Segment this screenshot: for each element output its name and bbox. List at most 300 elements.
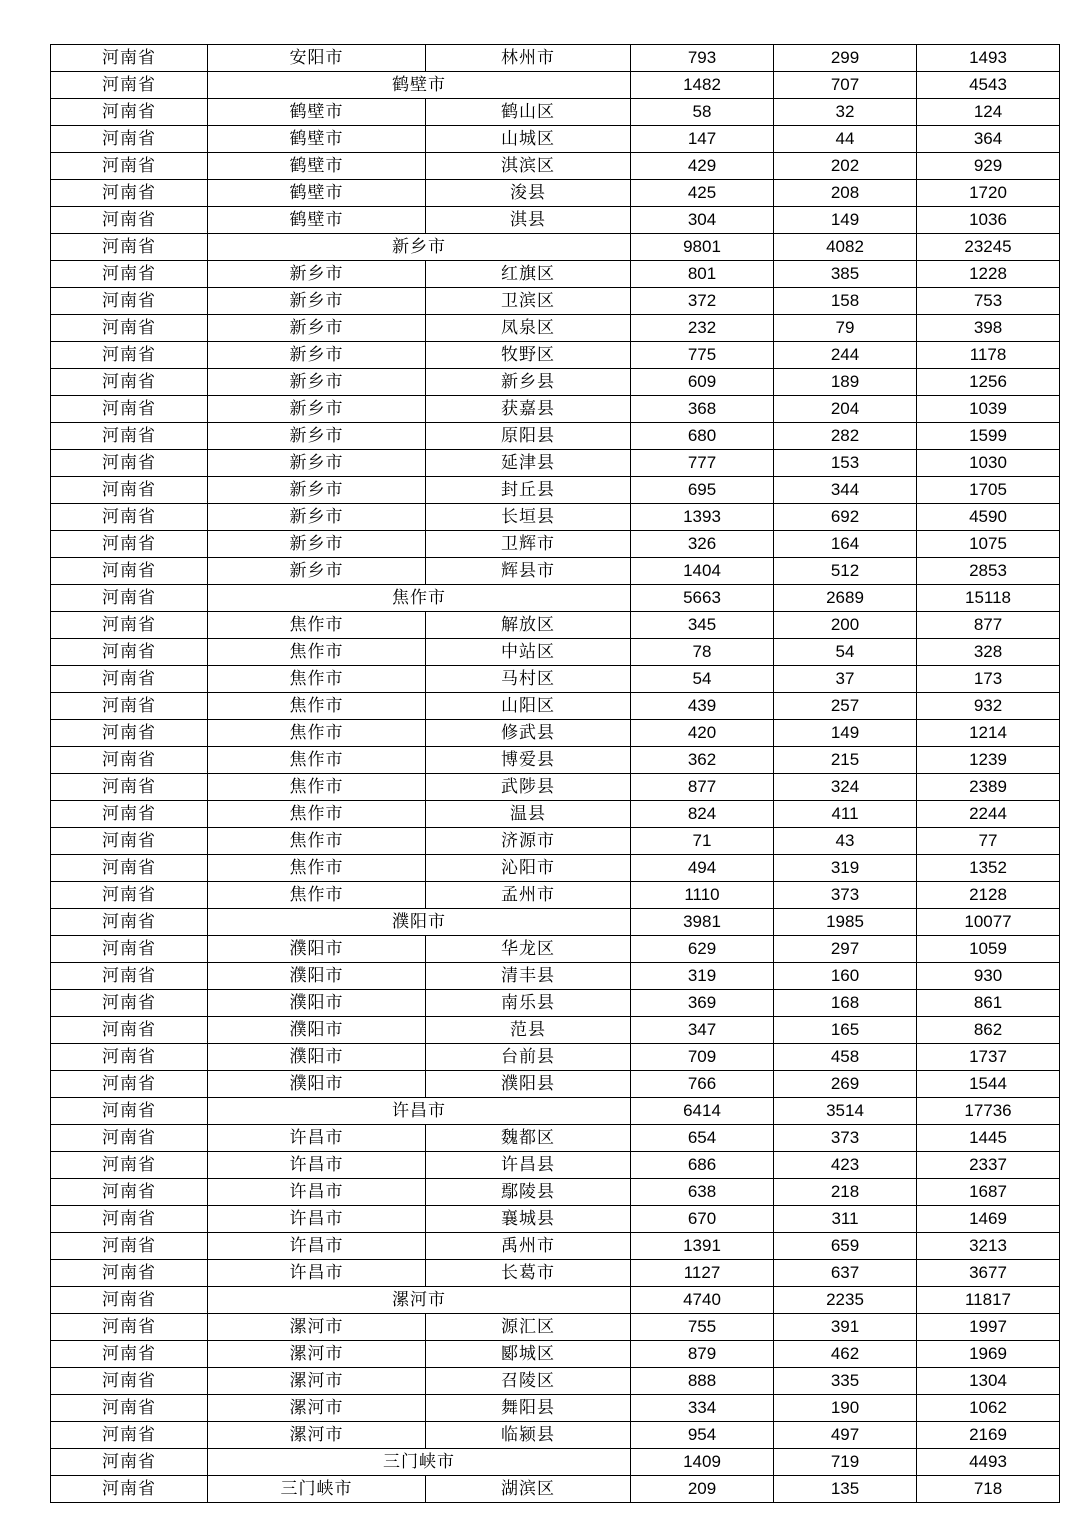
table-row: [51, 990, 1060, 1017]
cell-city-merged: 新乡市: [208, 234, 631, 261]
table-row: [51, 45, 1060, 72]
cell-value-2: 190: [774, 1395, 917, 1422]
cell-province: 河南省: [51, 99, 208, 126]
cell-province: 河南省: [51, 1206, 208, 1233]
cell-value-2: 512: [774, 558, 917, 585]
cell-value-1: 680: [631, 423, 774, 450]
cell-value-3: 718: [917, 1476, 1060, 1503]
cell-value-3: 77: [917, 828, 1060, 855]
table-row: [51, 1395, 1060, 1422]
cell-city: 焦作市: [208, 693, 426, 720]
cell-value-3: 930: [917, 963, 1060, 990]
cell-province: 河南省: [51, 720, 208, 747]
cell-value-1: 879: [631, 1341, 774, 1368]
cell-value-3: 1075: [917, 531, 1060, 558]
cell-district: 封丘县: [426, 477, 631, 504]
cell-value-1: 1391: [631, 1233, 774, 1260]
cell-value-1: 6414: [631, 1098, 774, 1125]
cell-city: 焦作市: [208, 720, 426, 747]
cell-city: 鹤壁市: [208, 180, 426, 207]
cell-value-1: 232: [631, 315, 774, 342]
cell-district: 濮阳县: [426, 1071, 631, 1098]
cell-province: 河南省: [51, 1152, 208, 1179]
cell-district: 马村区: [426, 666, 631, 693]
table-row: [51, 693, 1060, 720]
cell-province: 河南省: [51, 261, 208, 288]
cell-district: 武陟县: [426, 774, 631, 801]
cell-value-2: 189: [774, 369, 917, 396]
cell-city: 焦作市: [208, 855, 426, 882]
cell-province: 河南省: [51, 990, 208, 1017]
cell-value-2: 44: [774, 126, 917, 153]
cell-value-3: 1214: [917, 720, 1060, 747]
cell-value-1: 9801: [631, 234, 774, 261]
cell-value-3: 1036: [917, 207, 1060, 234]
cell-value-2: 135: [774, 1476, 917, 1503]
cell-value-1: 766: [631, 1071, 774, 1098]
cell-value-2: 168: [774, 990, 917, 1017]
table-row: [51, 1206, 1060, 1233]
table-row: [51, 180, 1060, 207]
cell-value-1: 824: [631, 801, 774, 828]
cell-value-2: 373: [774, 882, 917, 909]
cell-value-3: 929: [917, 153, 1060, 180]
cell-district: 中站区: [426, 639, 631, 666]
cell-value-1: 1110: [631, 882, 774, 909]
cell-value-3: 1030: [917, 450, 1060, 477]
cell-city-merged: 许昌市: [208, 1098, 631, 1125]
table-row: [51, 234, 1060, 261]
cell-value-1: 654: [631, 1125, 774, 1152]
cell-city: 新乡市: [208, 504, 426, 531]
cell-value-2: 43: [774, 828, 917, 855]
cell-value-3: 3677: [917, 1260, 1060, 1287]
cell-value-1: 4740: [631, 1287, 774, 1314]
table-row: [51, 1287, 1060, 1314]
cell-value-2: 202: [774, 153, 917, 180]
cell-value-2: 204: [774, 396, 917, 423]
cell-district: 红旗区: [426, 261, 631, 288]
cell-value-2: 423: [774, 1152, 917, 1179]
cell-district: 鄢陵县: [426, 1179, 631, 1206]
cell-value-2: 335: [774, 1368, 917, 1395]
cell-district: 华龙区: [426, 936, 631, 963]
table-row: [51, 666, 1060, 693]
cell-province: 河南省: [51, 1071, 208, 1098]
table-row: [51, 639, 1060, 666]
cell-value-3: 1445: [917, 1125, 1060, 1152]
cell-city: 濮阳市: [208, 936, 426, 963]
cell-value-1: 334: [631, 1395, 774, 1422]
cell-province: 河南省: [51, 423, 208, 450]
cell-value-2: 2689: [774, 585, 917, 612]
cell-city: 三门峡市: [208, 1476, 426, 1503]
cell-value-3: 2128: [917, 882, 1060, 909]
cell-province: 河南省: [51, 585, 208, 612]
cell-city: 濮阳市: [208, 1071, 426, 1098]
cell-value-2: 282: [774, 423, 917, 450]
cell-city: 安阳市: [208, 45, 426, 72]
cell-value-3: 3213: [917, 1233, 1060, 1260]
cell-district: 舞阳县: [426, 1395, 631, 1422]
cell-city: 濮阳市: [208, 990, 426, 1017]
cell-value-1: 304: [631, 207, 774, 234]
cell-province: 河南省: [51, 612, 208, 639]
table-row: [51, 450, 1060, 477]
cell-value-1: 326: [631, 531, 774, 558]
table-row: [51, 342, 1060, 369]
cell-district: 襄城县: [426, 1206, 631, 1233]
cell-province: 河南省: [51, 234, 208, 261]
cell-value-3: 1062: [917, 1395, 1060, 1422]
cell-value-2: 149: [774, 720, 917, 747]
cell-value-1: 1482: [631, 72, 774, 99]
cell-value-3: 932: [917, 693, 1060, 720]
table-row: [51, 855, 1060, 882]
cell-province: 河南省: [51, 1044, 208, 1071]
table-row: [51, 720, 1060, 747]
cell-value-3: 2853: [917, 558, 1060, 585]
cell-value-3: 398: [917, 315, 1060, 342]
table-row: [51, 288, 1060, 315]
cell-province: 河南省: [51, 288, 208, 315]
cell-city: 濮阳市: [208, 963, 426, 990]
cell-province: 河南省: [51, 666, 208, 693]
cell-value-3: 1228: [917, 261, 1060, 288]
cell-value-1: 793: [631, 45, 774, 72]
cell-value-3: 1039: [917, 396, 1060, 423]
cell-value-2: 165: [774, 1017, 917, 1044]
cell-province: 河南省: [51, 1422, 208, 1449]
cell-value-1: 372: [631, 288, 774, 315]
cell-value-2: 244: [774, 342, 917, 369]
cell-city: 漯河市: [208, 1395, 426, 1422]
table-row: [51, 1071, 1060, 1098]
cell-district: 郾城区: [426, 1341, 631, 1368]
cell-city: 许昌市: [208, 1125, 426, 1152]
table-row: [51, 504, 1060, 531]
table-row: [51, 99, 1060, 126]
cell-value-1: 58: [631, 99, 774, 126]
cell-value-2: 257: [774, 693, 917, 720]
table-row: [51, 1044, 1060, 1071]
cell-district: 沁阳市: [426, 855, 631, 882]
cell-value-2: 215: [774, 747, 917, 774]
cell-value-3: 2389: [917, 774, 1060, 801]
cell-value-1: 1409: [631, 1449, 774, 1476]
cell-province: 河南省: [51, 207, 208, 234]
cell-value-1: 209: [631, 1476, 774, 1503]
cell-province: 河南省: [51, 855, 208, 882]
cell-province: 河南省: [51, 126, 208, 153]
cell-value-2: 158: [774, 288, 917, 315]
cell-province: 河南省: [51, 153, 208, 180]
cell-province: 河南省: [51, 1098, 208, 1125]
cell-value-2: 385: [774, 261, 917, 288]
cell-city: 濮阳市: [208, 1044, 426, 1071]
cell-value-3: 1256: [917, 369, 1060, 396]
cell-province: 河南省: [51, 963, 208, 990]
cell-value-1: 709: [631, 1044, 774, 1071]
cell-value-1: 3981: [631, 909, 774, 936]
cell-district: 范县: [426, 1017, 631, 1044]
cell-district: 孟州市: [426, 882, 631, 909]
cell-province: 河南省: [51, 936, 208, 963]
cell-province: 河南省: [51, 1287, 208, 1314]
cell-district: 获嘉县: [426, 396, 631, 423]
cell-city: 焦作市: [208, 666, 426, 693]
cell-value-2: 32: [774, 99, 917, 126]
cell-city: 许昌市: [208, 1179, 426, 1206]
cell-district: 魏都区: [426, 1125, 631, 1152]
cell-value-1: 425: [631, 180, 774, 207]
cell-value-1: 429: [631, 153, 774, 180]
cell-value-2: 153: [774, 450, 917, 477]
cell-value-2: 411: [774, 801, 917, 828]
table-row: [51, 1152, 1060, 1179]
cell-value-3: 2337: [917, 1152, 1060, 1179]
cell-district: 许昌县: [426, 1152, 631, 1179]
cell-value-3: 1720: [917, 180, 1060, 207]
cell-value-2: 373: [774, 1125, 917, 1152]
table-row: [51, 1017, 1060, 1044]
cell-province: 河南省: [51, 1395, 208, 1422]
cell-province: 河南省: [51, 315, 208, 342]
cell-province: 河南省: [51, 693, 208, 720]
cell-value-1: 888: [631, 1368, 774, 1395]
cell-value-3: 1493: [917, 45, 1060, 72]
cell-value-3: 328: [917, 639, 1060, 666]
cell-city: 鹤壁市: [208, 207, 426, 234]
cell-district: 凤泉区: [426, 315, 631, 342]
cell-value-3: 862: [917, 1017, 1060, 1044]
cell-value-2: 149: [774, 207, 917, 234]
table-row: [51, 369, 1060, 396]
cell-province: 河南省: [51, 747, 208, 774]
cell-value-1: 347: [631, 1017, 774, 1044]
table-row: [51, 1260, 1060, 1287]
table-row: [51, 1179, 1060, 1206]
table-row: [51, 1422, 1060, 1449]
table-row: [51, 1098, 1060, 1125]
cell-city: 焦作市: [208, 774, 426, 801]
table-row: [51, 1449, 1060, 1476]
table-row: [51, 1314, 1060, 1341]
cell-city: 许昌市: [208, 1233, 426, 1260]
cell-value-3: 11817: [917, 1287, 1060, 1314]
cell-value-3: 1705: [917, 477, 1060, 504]
cell-value-2: 319: [774, 855, 917, 882]
cell-value-1: 686: [631, 1152, 774, 1179]
table-row: [51, 477, 1060, 504]
cell-city: 新乡市: [208, 396, 426, 423]
cell-city: 新乡市: [208, 558, 426, 585]
cell-value-3: 1997: [917, 1314, 1060, 1341]
cell-city: 焦作市: [208, 747, 426, 774]
cell-province: 河南省: [51, 774, 208, 801]
cell-city: 新乡市: [208, 369, 426, 396]
table-row: [51, 1341, 1060, 1368]
cell-district: 浚县: [426, 180, 631, 207]
table-row: [51, 585, 1060, 612]
cell-value-3: 1059: [917, 936, 1060, 963]
cell-value-3: 1352: [917, 855, 1060, 882]
table-row: [51, 774, 1060, 801]
cell-district: 湖滨区: [426, 1476, 631, 1503]
cell-district: 辉县市: [426, 558, 631, 585]
cell-value-2: 324: [774, 774, 917, 801]
cell-value-1: 369: [631, 990, 774, 1017]
table-row: [51, 126, 1060, 153]
cell-city: 新乡市: [208, 315, 426, 342]
cell-province: 河南省: [51, 1125, 208, 1152]
cell-value-1: 775: [631, 342, 774, 369]
cell-value-2: 497: [774, 1422, 917, 1449]
cell-value-3: 23245: [917, 234, 1060, 261]
cell-value-3: 1304: [917, 1368, 1060, 1395]
cell-value-3: 861: [917, 990, 1060, 1017]
cell-district: 修武县: [426, 720, 631, 747]
cell-province: 河南省: [51, 180, 208, 207]
table-row: [51, 207, 1060, 234]
table-row: [51, 1125, 1060, 1152]
table-row: [51, 153, 1060, 180]
cell-value-2: 707: [774, 72, 917, 99]
cell-district: 禹州市: [426, 1233, 631, 1260]
table-row: [51, 747, 1060, 774]
table-row: [51, 72, 1060, 99]
cell-district: 长垣县: [426, 504, 631, 531]
cell-district: 林州市: [426, 45, 631, 72]
cell-value-3: 2169: [917, 1422, 1060, 1449]
cell-value-1: 777: [631, 450, 774, 477]
cell-value-2: 299: [774, 45, 917, 72]
cell-value-2: 462: [774, 1341, 917, 1368]
cell-value-2: 37: [774, 666, 917, 693]
cell-city: 焦作市: [208, 639, 426, 666]
cell-province: 河南省: [51, 1449, 208, 1476]
cell-value-1: 670: [631, 1206, 774, 1233]
cell-district: 长葛市: [426, 1260, 631, 1287]
cell-value-1: 1393: [631, 504, 774, 531]
cell-province: 河南省: [51, 828, 208, 855]
cell-province: 河南省: [51, 504, 208, 531]
cell-value-3: 877: [917, 612, 1060, 639]
cell-value-1: 609: [631, 369, 774, 396]
table-row: [51, 558, 1060, 585]
cell-value-3: 4493: [917, 1449, 1060, 1476]
cell-province: 河南省: [51, 72, 208, 99]
table-row: [51, 963, 1060, 990]
cell-district: 延津县: [426, 450, 631, 477]
cell-value-2: 218: [774, 1179, 917, 1206]
cell-value-3: 1737: [917, 1044, 1060, 1071]
cell-value-1: 319: [631, 963, 774, 990]
cell-value-1: 877: [631, 774, 774, 801]
cell-province: 河南省: [51, 342, 208, 369]
cell-value-3: 1239: [917, 747, 1060, 774]
cell-city: 鹤壁市: [208, 99, 426, 126]
cell-value-3: 124: [917, 99, 1060, 126]
cell-value-3: 1469: [917, 1206, 1060, 1233]
cell-value-2: 659: [774, 1233, 917, 1260]
cell-province: 河南省: [51, 882, 208, 909]
cell-value-2: 719: [774, 1449, 917, 1476]
cell-province: 河南省: [51, 1476, 208, 1503]
cell-city: 漯河市: [208, 1368, 426, 1395]
cell-value-1: 629: [631, 936, 774, 963]
cell-district: 卫滨区: [426, 288, 631, 315]
cell-value-1: 345: [631, 612, 774, 639]
table-row: [51, 315, 1060, 342]
cell-city: 漯河市: [208, 1341, 426, 1368]
cell-district: 台前县: [426, 1044, 631, 1071]
cell-district: 牧野区: [426, 342, 631, 369]
table-row: [51, 882, 1060, 909]
cell-city-merged: 三门峡市: [208, 1449, 631, 1476]
cell-city-merged: 漯河市: [208, 1287, 631, 1314]
cell-province: 河南省: [51, 450, 208, 477]
cell-district: 原阳县: [426, 423, 631, 450]
cell-city-merged: 焦作市: [208, 585, 631, 612]
cell-value-3: 2244: [917, 801, 1060, 828]
cell-province: 河南省: [51, 1260, 208, 1287]
cell-city: 新乡市: [208, 450, 426, 477]
cell-value-2: 311: [774, 1206, 917, 1233]
cell-province: 河南省: [51, 531, 208, 558]
cell-value-1: 755: [631, 1314, 774, 1341]
cell-province: 河南省: [51, 558, 208, 585]
cell-district: 山阳区: [426, 693, 631, 720]
table-row: [51, 261, 1060, 288]
cell-district: 源汇区: [426, 1314, 631, 1341]
cell-value-3: 4543: [917, 72, 1060, 99]
cell-city: 漯河市: [208, 1314, 426, 1341]
cell-city: 新乡市: [208, 288, 426, 315]
cell-value-2: 1985: [774, 909, 917, 936]
cell-value-1: 54: [631, 666, 774, 693]
cell-city: 新乡市: [208, 531, 426, 558]
cell-value-2: 4082: [774, 234, 917, 261]
cell-value-1: 1127: [631, 1260, 774, 1287]
cell-district: 卫辉市: [426, 531, 631, 558]
cell-value-3: 10077: [917, 909, 1060, 936]
cell-city: 焦作市: [208, 828, 426, 855]
cell-province: 河南省: [51, 45, 208, 72]
cell-value-3: 1599: [917, 423, 1060, 450]
cell-province: 河南省: [51, 477, 208, 504]
cell-value-1: 362: [631, 747, 774, 774]
table-row: [51, 828, 1060, 855]
cell-value-2: 391: [774, 1314, 917, 1341]
cell-value-3: 17736: [917, 1098, 1060, 1125]
cell-value-1: 78: [631, 639, 774, 666]
cell-district: 新乡县: [426, 369, 631, 396]
cell-value-1: 801: [631, 261, 774, 288]
cell-value-2: 344: [774, 477, 917, 504]
cell-value-1: 1404: [631, 558, 774, 585]
cell-district: 鹤山区: [426, 99, 631, 126]
cell-province: 河南省: [51, 396, 208, 423]
cell-city: 鹤壁市: [208, 153, 426, 180]
cell-value-3: 1178: [917, 342, 1060, 369]
cell-city: 鹤壁市: [208, 126, 426, 153]
cell-value-1: 494: [631, 855, 774, 882]
cell-province: 河南省: [51, 909, 208, 936]
cell-city: 新乡市: [208, 342, 426, 369]
cell-city: 新乡市: [208, 423, 426, 450]
cell-province: 河南省: [51, 1341, 208, 1368]
